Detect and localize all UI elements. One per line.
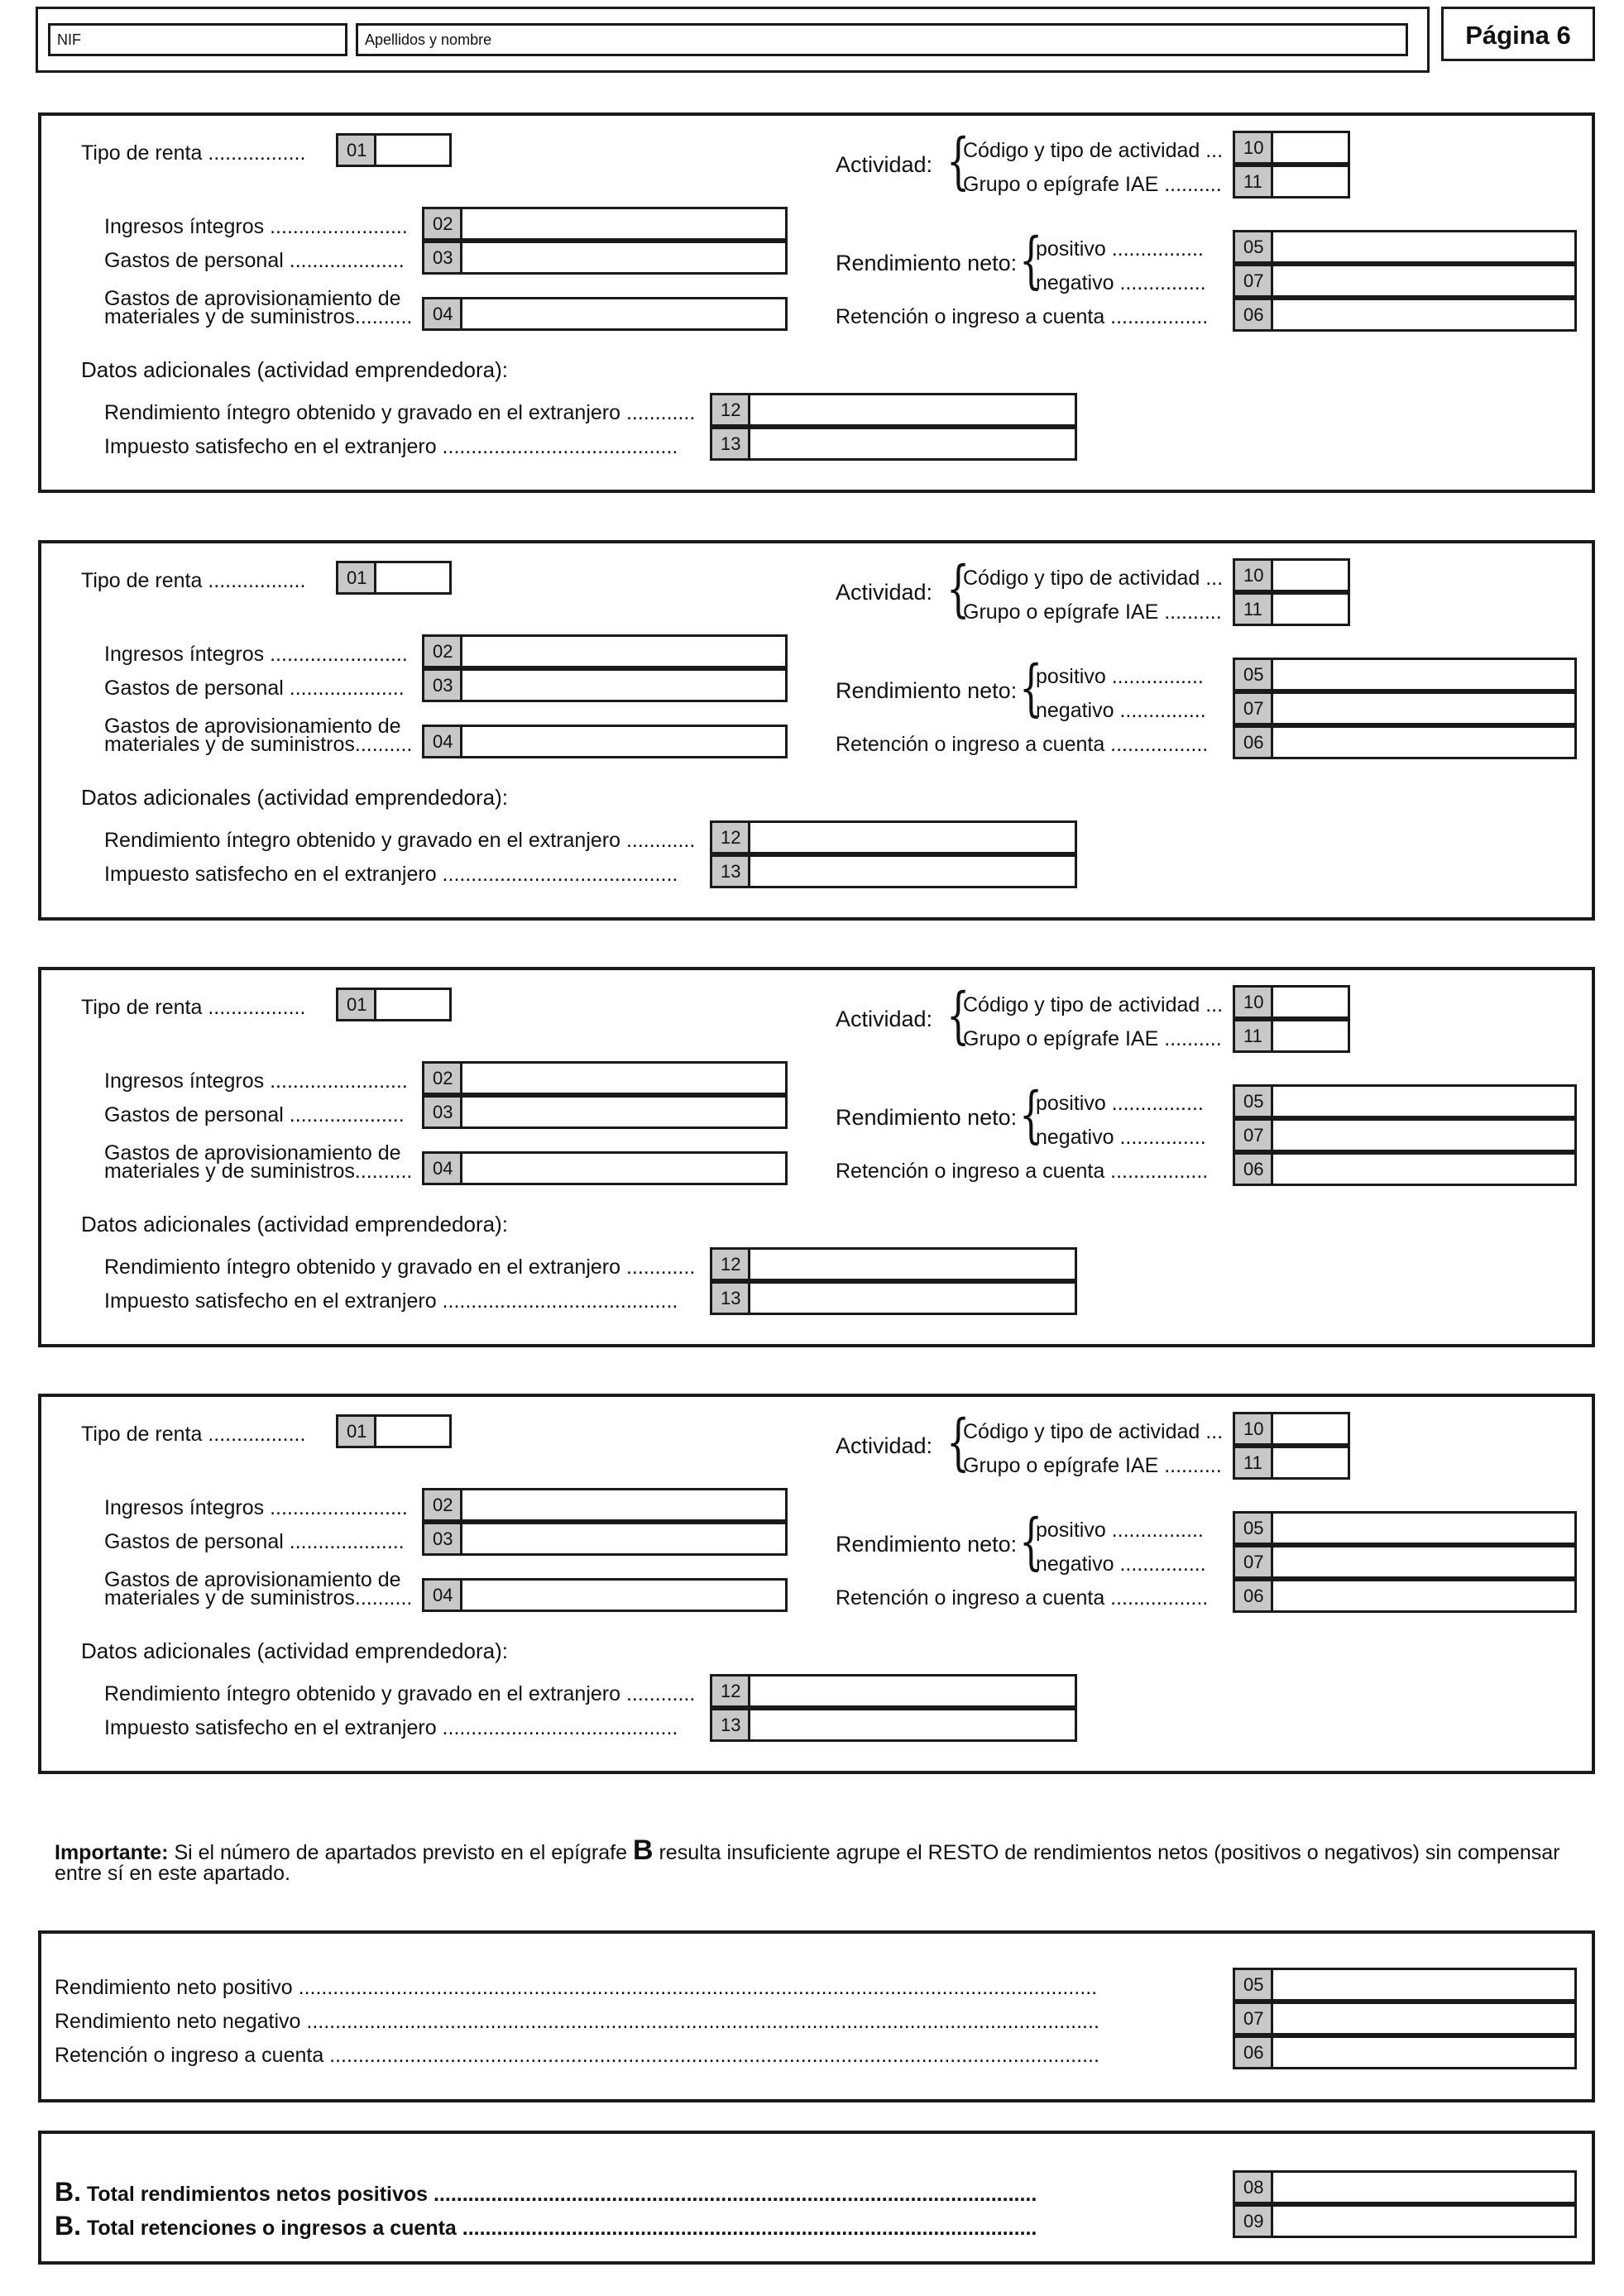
code-11: 11 [1235, 1021, 1273, 1050]
tipo-renta-label: Tipo de renta ................. [81, 569, 306, 592]
gastos-aprov-label-2: materiales y de suministros.......... [104, 305, 413, 328]
rend-extranjero-field[interactable] [710, 820, 1077, 854]
grupo-epigrafe-field[interactable] [1233, 1446, 1350, 1480]
total-positivos-label [55, 2179, 1246, 2207]
codigo-tipo-field[interactable] [1233, 1412, 1350, 1446]
rend-extranjero-label: Rendimiento íntegro obtenido y gravado en el extranjero ............ [104, 1256, 696, 1279]
grupo-epigrafe-label: Grupo o epígrafe IAE .......... [963, 1454, 1222, 1477]
importante-line2: entre sí en este apartado. [55, 1862, 290, 1885]
code-10: 10 [1235, 988, 1273, 1016]
actividad-label: Actividad: [836, 580, 933, 605]
code-02: 02 [424, 1490, 462, 1519]
code-12: 12 [712, 1250, 750, 1279]
resto-negativo-label: Rendimiento neto negativo .......................................................................................................................................... [55, 2010, 1099, 2033]
rend-neto-brace: { [1019, 1079, 1043, 1150]
positivo-field[interactable] [1233, 230, 1577, 264]
code-09: 09 [1235, 2207, 1273, 2236]
rend-neto-label: Rendimiento neto: [836, 251, 1018, 275]
grupo-epigrafe-label: Grupo o epígrafe IAE .......... [963, 1027, 1222, 1050]
datos-adicionales-label: Datos adicionales (actividad emprendedora): [81, 1212, 508, 1236]
impuesto-extranjero-field[interactable] [710, 427, 1077, 461]
codigo-tipo-label: Código y tipo de actividad ... [963, 567, 1224, 590]
gastos-aprov-label-2: materiales y de suministros.......... [104, 1160, 413, 1183]
nif-field[interactable] [48, 23, 347, 56]
code-12: 12 [712, 1677, 750, 1705]
code-07: 07 [1235, 266, 1273, 295]
gastos-aprov-label-1: Gastos de aprovisionamiento de [104, 1568, 401, 1591]
code-08: 08 [1235, 2173, 1273, 2202]
name-label: Apellidos y nombre [365, 31, 492, 48]
code-06: 06 [1235, 2038, 1273, 2067]
impuesto-extranjero-label: Impuesto satisfecho en el extranjero ......................................... [104, 435, 678, 458]
code-04: 04 [424, 727, 462, 756]
positivo-label: positivo ................ [1036, 237, 1204, 261]
impuesto-extranjero-field[interactable] [710, 854, 1077, 888]
ingresos-field[interactable] [422, 1488, 788, 1522]
code-05: 05 [1235, 1514, 1273, 1543]
positivo-field[interactable] [1233, 658, 1577, 691]
grupo-epigrafe-field[interactable] [1233, 592, 1350, 626]
ingresos-field[interactable] [422, 1061, 788, 1095]
codigo-tipo-label: Código y tipo de actividad ... [963, 993, 1224, 1016]
code-10: 10 [1235, 1414, 1273, 1443]
tipo-renta-label: Tipo de renta ................. [81, 996, 306, 1019]
rend-neto-brace: { [1019, 225, 1043, 296]
tipo-renta-label: Tipo de renta ................. [81, 1423, 306, 1446]
importante-text-a: Si el número de apartados previsto en el epígrafe [168, 1841, 633, 1864]
code-12: 12 [712, 823, 750, 852]
importante-label: Importante: [55, 1841, 169, 1864]
total-field-08[interactable] [1233, 2170, 1577, 2204]
rend-neto-brace: { [1019, 653, 1043, 724]
code-13: 13 [712, 857, 750, 886]
activity-section [38, 1394, 1595, 1774]
retencion-field[interactable] [1233, 1152, 1577, 1186]
code-04: 04 [424, 1581, 462, 1610]
impuesto-extranjero-field[interactable] [710, 1708, 1077, 1742]
code-13: 13 [712, 429, 750, 458]
positivo-label: positivo ................ [1036, 1092, 1204, 1115]
gastos-personal-label: Gastos de personal .................... [104, 1103, 405, 1126]
negativo-field[interactable] [1233, 264, 1577, 298]
ingresos-label: Ingresos íntegros ........................ [104, 643, 408, 666]
code-11: 11 [1235, 167, 1273, 196]
code-05: 05 [1235, 1970, 1273, 1999]
code-01: 01 [338, 563, 376, 592]
importante-letter: B [632, 1834, 654, 1866]
gastos-aprov-field[interactable] [422, 1578, 788, 1612]
gastos-personal-label: Gastos de personal .................... [104, 249, 405, 272]
total-letter-2: B. [55, 2213, 81, 2241]
gastos-aprov-label-1: Gastos de aprovisionamiento de [104, 1141, 401, 1165]
resto-field-07[interactable] [1233, 2002, 1577, 2035]
code-13: 13 [712, 1284, 750, 1313]
rend-extranjero-field[interactable] [710, 1674, 1077, 1708]
gastos-aprov-field[interactable] [422, 297, 788, 331]
nif-label: NIF [57, 31, 81, 48]
gastos-personal-field[interactable] [422, 1522, 788, 1556]
rend-extranjero-field[interactable] [710, 393, 1077, 427]
actividad-label: Actividad: [836, 1433, 933, 1458]
total-retenciones-label [55, 2213, 1246, 2241]
activity-section [38, 112, 1595, 493]
gastos-aprov-label-1: Gastos de aprovisionamiento de [104, 287, 401, 310]
negativo-field[interactable] [1233, 1545, 1577, 1579]
code-05: 05 [1235, 1087, 1273, 1116]
retencion-label: Retención o ingreso a cuenta ................. [836, 1160, 1209, 1183]
code-10: 10 [1235, 561, 1273, 590]
tipo-renta-field[interactable] [336, 1414, 452, 1448]
code-04: 04 [424, 299, 462, 328]
codigo-tipo-field[interactable] [1233, 131, 1350, 165]
ingresos-field[interactable] [422, 207, 788, 241]
code-12: 12 [712, 395, 750, 424]
code-06: 06 [1235, 300, 1273, 329]
code-06: 06 [1235, 1581, 1273, 1610]
grupo-epigrafe-label: Grupo o epígrafe IAE .......... [963, 173, 1222, 196]
grupo-epigrafe-label: Grupo o epígrafe IAE .......... [963, 600, 1222, 624]
gastos-aprov-label-2: materiales y de suministros.......... [104, 1586, 413, 1610]
code-07: 07 [1235, 2004, 1273, 2033]
rend-extranjero-label: Rendimiento íntegro obtenido y gravado en el extranjero ............ [104, 1682, 696, 1705]
datos-adicionales-label: Datos adicionales (actividad emprendedora): [81, 1638, 508, 1663]
code-01: 01 [338, 136, 376, 165]
retencion-label: Retención o ingreso a cuenta ................. [836, 733, 1209, 756]
activity-section [38, 540, 1595, 921]
codigo-tipo-field[interactable] [1233, 985, 1350, 1019]
datos-adicionales-label: Datos adicionales (actividad emprendedora): [81, 357, 508, 382]
ingresos-field[interactable] [422, 634, 788, 668]
code-01: 01 [338, 1417, 376, 1446]
gastos-personal-field[interactable] [422, 1095, 788, 1129]
gastos-aprov-label-1: Gastos de aprovisionamiento de [104, 715, 401, 738]
code-03: 03 [424, 243, 462, 272]
code-05: 05 [1235, 232, 1273, 261]
total-positivos-text: Total rendimientos netos positivos ......................................................................................................... [86, 2183, 1037, 2206]
resto-field-06[interactable] [1233, 2035, 1577, 2069]
ingresos-label: Ingresos íntegros ........................ [104, 1069, 408, 1093]
positivo-label: positivo ................ [1036, 1519, 1204, 1542]
retencion-label: Retención o ingreso a cuenta ................. [836, 305, 1209, 328]
negativo-label: negativo ............... [1036, 699, 1206, 722]
page-number-box [1441, 7, 1595, 61]
grupo-epigrafe-field[interactable] [1233, 165, 1350, 199]
rend-neto-label: Rendimiento neto: [836, 678, 1018, 703]
negativo-field[interactable] [1233, 1118, 1577, 1152]
page-number: Página 6 [1465, 21, 1571, 50]
code-11: 11 [1235, 1448, 1273, 1477]
actividad-brace: { [946, 553, 970, 624]
gastos-aprov-label-2: materiales y de suministros.......... [104, 733, 413, 756]
name-field[interactable] [356, 23, 1408, 56]
total-field-09[interactable] [1233, 2204, 1577, 2238]
code-05: 05 [1235, 660, 1273, 689]
impuesto-extranjero-label: Impuesto satisfecho en el extranjero ......................................... [104, 1716, 678, 1739]
code-01: 01 [338, 990, 376, 1019]
code-04: 04 [424, 1154, 462, 1183]
tipo-renta-field[interactable] [336, 133, 452, 167]
rend-extranjero-label: Rendimiento íntegro obtenido y gravado en el extranjero ............ [104, 829, 696, 852]
resto-field-05[interactable] [1233, 1968, 1577, 2002]
code-07: 07 [1235, 1121, 1273, 1150]
gastos-aprov-field[interactable] [422, 1151, 788, 1185]
retencion-label: Retención o ingreso a cuenta ................. [836, 1586, 1209, 1610]
code-07: 07 [1235, 694, 1273, 723]
resto-section [38, 1930, 1595, 2102]
positivo-field[interactable] [1233, 1084, 1577, 1118]
gastos-personal-field[interactable] [422, 241, 788, 275]
retencion-field[interactable] [1233, 298, 1577, 332]
negativo-label: negativo ............... [1036, 271, 1206, 294]
codigo-tipo-label: Código y tipo de actividad ... [963, 139, 1224, 162]
codigo-tipo-label: Código y tipo de actividad ... [963, 1420, 1224, 1443]
gastos-personal-field[interactable] [422, 668, 788, 702]
retencion-field[interactable] [1233, 1579, 1577, 1613]
code-06: 06 [1235, 1155, 1273, 1184]
code-10: 10 [1235, 133, 1273, 162]
positivo-label: positivo ................ [1036, 665, 1204, 688]
datos-adicionales-label: Datos adicionales (actividad emprendedora): [81, 785, 508, 810]
actividad-brace: { [946, 980, 970, 1051]
gastos-personal-label: Gastos de personal .................... [104, 677, 405, 700]
tipo-renta-field[interactable] [336, 561, 452, 595]
actividad-brace: { [946, 1407, 970, 1478]
resto-retencion-label: Retención o ingreso a cuenta ...................................................................................................................................... [55, 2044, 1099, 2067]
resto-positivo-label: Rendimiento neto positivo ........................................................................................................................................... [55, 1976, 1098, 1999]
activity-section [38, 967, 1595, 1347]
code-03: 03 [424, 1524, 462, 1553]
actividad-label: Actividad: [836, 1007, 933, 1031]
positivo-field[interactable] [1233, 1511, 1577, 1545]
negativo-label: negativo ............... [1036, 1552, 1206, 1576]
code-11: 11 [1235, 595, 1273, 624]
rend-extranjero-label: Rendimiento íntegro obtenido y gravado en el extranjero ............ [104, 401, 696, 424]
codigo-tipo-field[interactable] [1233, 558, 1350, 592]
importante-text-b: resulta insuficiente agrupe el RESTO de rendimientos netos (positivos o negativos) sin compensar [653, 1841, 1560, 1864]
code-02: 02 [424, 209, 462, 238]
code-02: 02 [424, 1064, 462, 1093]
code-07: 07 [1235, 1547, 1273, 1576]
code-02: 02 [424, 637, 462, 666]
impuesto-extranjero-label: Impuesto satisfecho en el extranjero ......................................... [104, 863, 678, 886]
negativo-label: negativo ............... [1036, 1126, 1206, 1149]
code-03: 03 [424, 1098, 462, 1126]
code-13: 13 [712, 1710, 750, 1739]
tipo-renta-label: Tipo de renta ................. [81, 141, 306, 165]
rend-extranjero-field[interactable] [710, 1247, 1077, 1281]
ingresos-label: Ingresos íntegros ........................ [104, 1496, 408, 1519]
rend-neto-brace: { [1019, 1506, 1043, 1577]
rend-neto-label: Rendimiento neto: [836, 1105, 1018, 1130]
gastos-aprov-field[interactable] [422, 725, 788, 758]
retencion-field[interactable] [1233, 725, 1577, 759]
impuesto-extranjero-label: Impuesto satisfecho en el extranjero ......................................... [104, 1289, 678, 1313]
actividad-brace: { [946, 126, 970, 197]
total-letter-1: B. [55, 2179, 81, 2207]
tipo-renta-field[interactable] [336, 988, 452, 1021]
code-03: 03 [424, 671, 462, 700]
actividad-label: Actividad: [836, 152, 933, 177]
totals-section [38, 2131, 1595, 2265]
total-retenciones-text: Total retenciones o ingresos a cuenta .................................................................................................... [86, 2217, 1037, 2240]
ingresos-label: Ingresos íntegros ........................ [104, 215, 408, 238]
gastos-personal-label: Gastos de personal .................... [104, 1530, 405, 1553]
impuesto-extranjero-field[interactable] [710, 1281, 1077, 1315]
grupo-epigrafe-field[interactable] [1233, 1019, 1350, 1053]
negativo-field[interactable] [1233, 691, 1577, 725]
code-06: 06 [1235, 728, 1273, 757]
rend-neto-label: Rendimiento neto: [836, 1532, 1018, 1557]
